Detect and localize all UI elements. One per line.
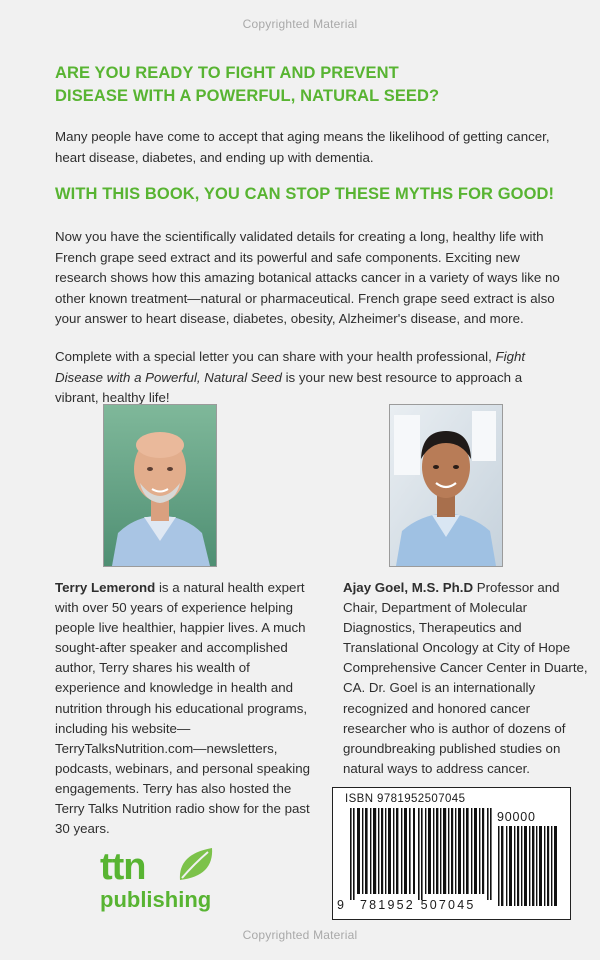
author-photo-terry bbox=[103, 404, 217, 567]
author-bio-text-terry: is a natural health expert with over 50 years of experience helping people live healthier, happier lives. A much sought-after speaker and accomplished author, Terry shares his wealth of experience and knowledge in health and nutrition through his educational programs, including his website—TerryTalksNutrition.com—newsletters, podcasts, webinars, and personal speaking engagements. Terry has also hosted the Terry Talks Nutrition radio show for the past 30 years. bbox=[55, 580, 311, 837]
author-bio-text-ajay: Professor and Chair, Department of Molecular Diagnostics, Therapeutics and Translational Oncology at City of Hope Comprehensive Cancer Center in Duarte, CA. Dr. Goel is an internationally recognized and honored cancer researcher who is author of dozens of groundbreaking published studies on natural ways to address cancer. bbox=[343, 580, 588, 776]
closing-paragraph bbox=[55, 347, 567, 409]
isbn-label: ISBN 9781952507045 bbox=[345, 793, 466, 805]
author-bio-ajay bbox=[343, 578, 591, 779]
isbn-barcode bbox=[332, 787, 571, 920]
headline-question: ARE YOU READY TO FIGHT AND PREVENT DISEASE WITH A POWERFUL, NATURAL SEED? bbox=[55, 64, 440, 105]
author-photo-ajay bbox=[389, 404, 503, 567]
barcode-bars bbox=[348, 808, 494, 900]
leaf-icon bbox=[176, 846, 216, 884]
author-name-terry: Terry Lemerond bbox=[55, 580, 156, 595]
intro-paragraph: Many people have come to accept that aging means the likelihood of getting cancer, heart disease, diabetes, and ending up with dementia. bbox=[55, 129, 550, 165]
author-name-ajay: Ajay Goel, M.S. Ph.D bbox=[343, 580, 474, 595]
publisher-logo bbox=[98, 846, 228, 920]
barcode-digit-first: 9 bbox=[337, 898, 346, 912]
headline-promise: WITH THIS BOOK, YOU CAN STOP THESE MYTHS FOR GOOD! bbox=[55, 185, 555, 203]
logo-mark: ttn bbox=[100, 846, 146, 888]
closing-lead-text: Complete with a special letter you can share with your health professional, bbox=[55, 349, 496, 364]
watermark-bottom: Copyrighted Material bbox=[242, 928, 358, 942]
barcode-addon-bars bbox=[497, 826, 559, 906]
price-code: 90000 bbox=[497, 810, 536, 824]
author-bio-terry bbox=[55, 578, 317, 839]
body-paragraph: Now you have the scientifically validated details for creating a long, healthy life with French grape seed extract and its powerful and safe components. Exciting new research shows how this amazing botanical attacks cancer in a variety of ways like no other known treatment—natural or pharmaceutical. French grape seed extract is also your answer to heart disease, diabetes, obesity, Alzheimer's disease, and more. bbox=[55, 229, 560, 326]
logo-word: publishing bbox=[100, 887, 212, 912]
book-title: Fight Disease with a Powerful, Natural Seed bbox=[55, 349, 526, 385]
closing-tail-text: is your new best resource to approach a vibrant, healthy life! bbox=[55, 369, 523, 405]
watermark-top: Copyrighted Material bbox=[242, 17, 358, 31]
barcode-digits: 781952 507045 bbox=[360, 898, 476, 912]
